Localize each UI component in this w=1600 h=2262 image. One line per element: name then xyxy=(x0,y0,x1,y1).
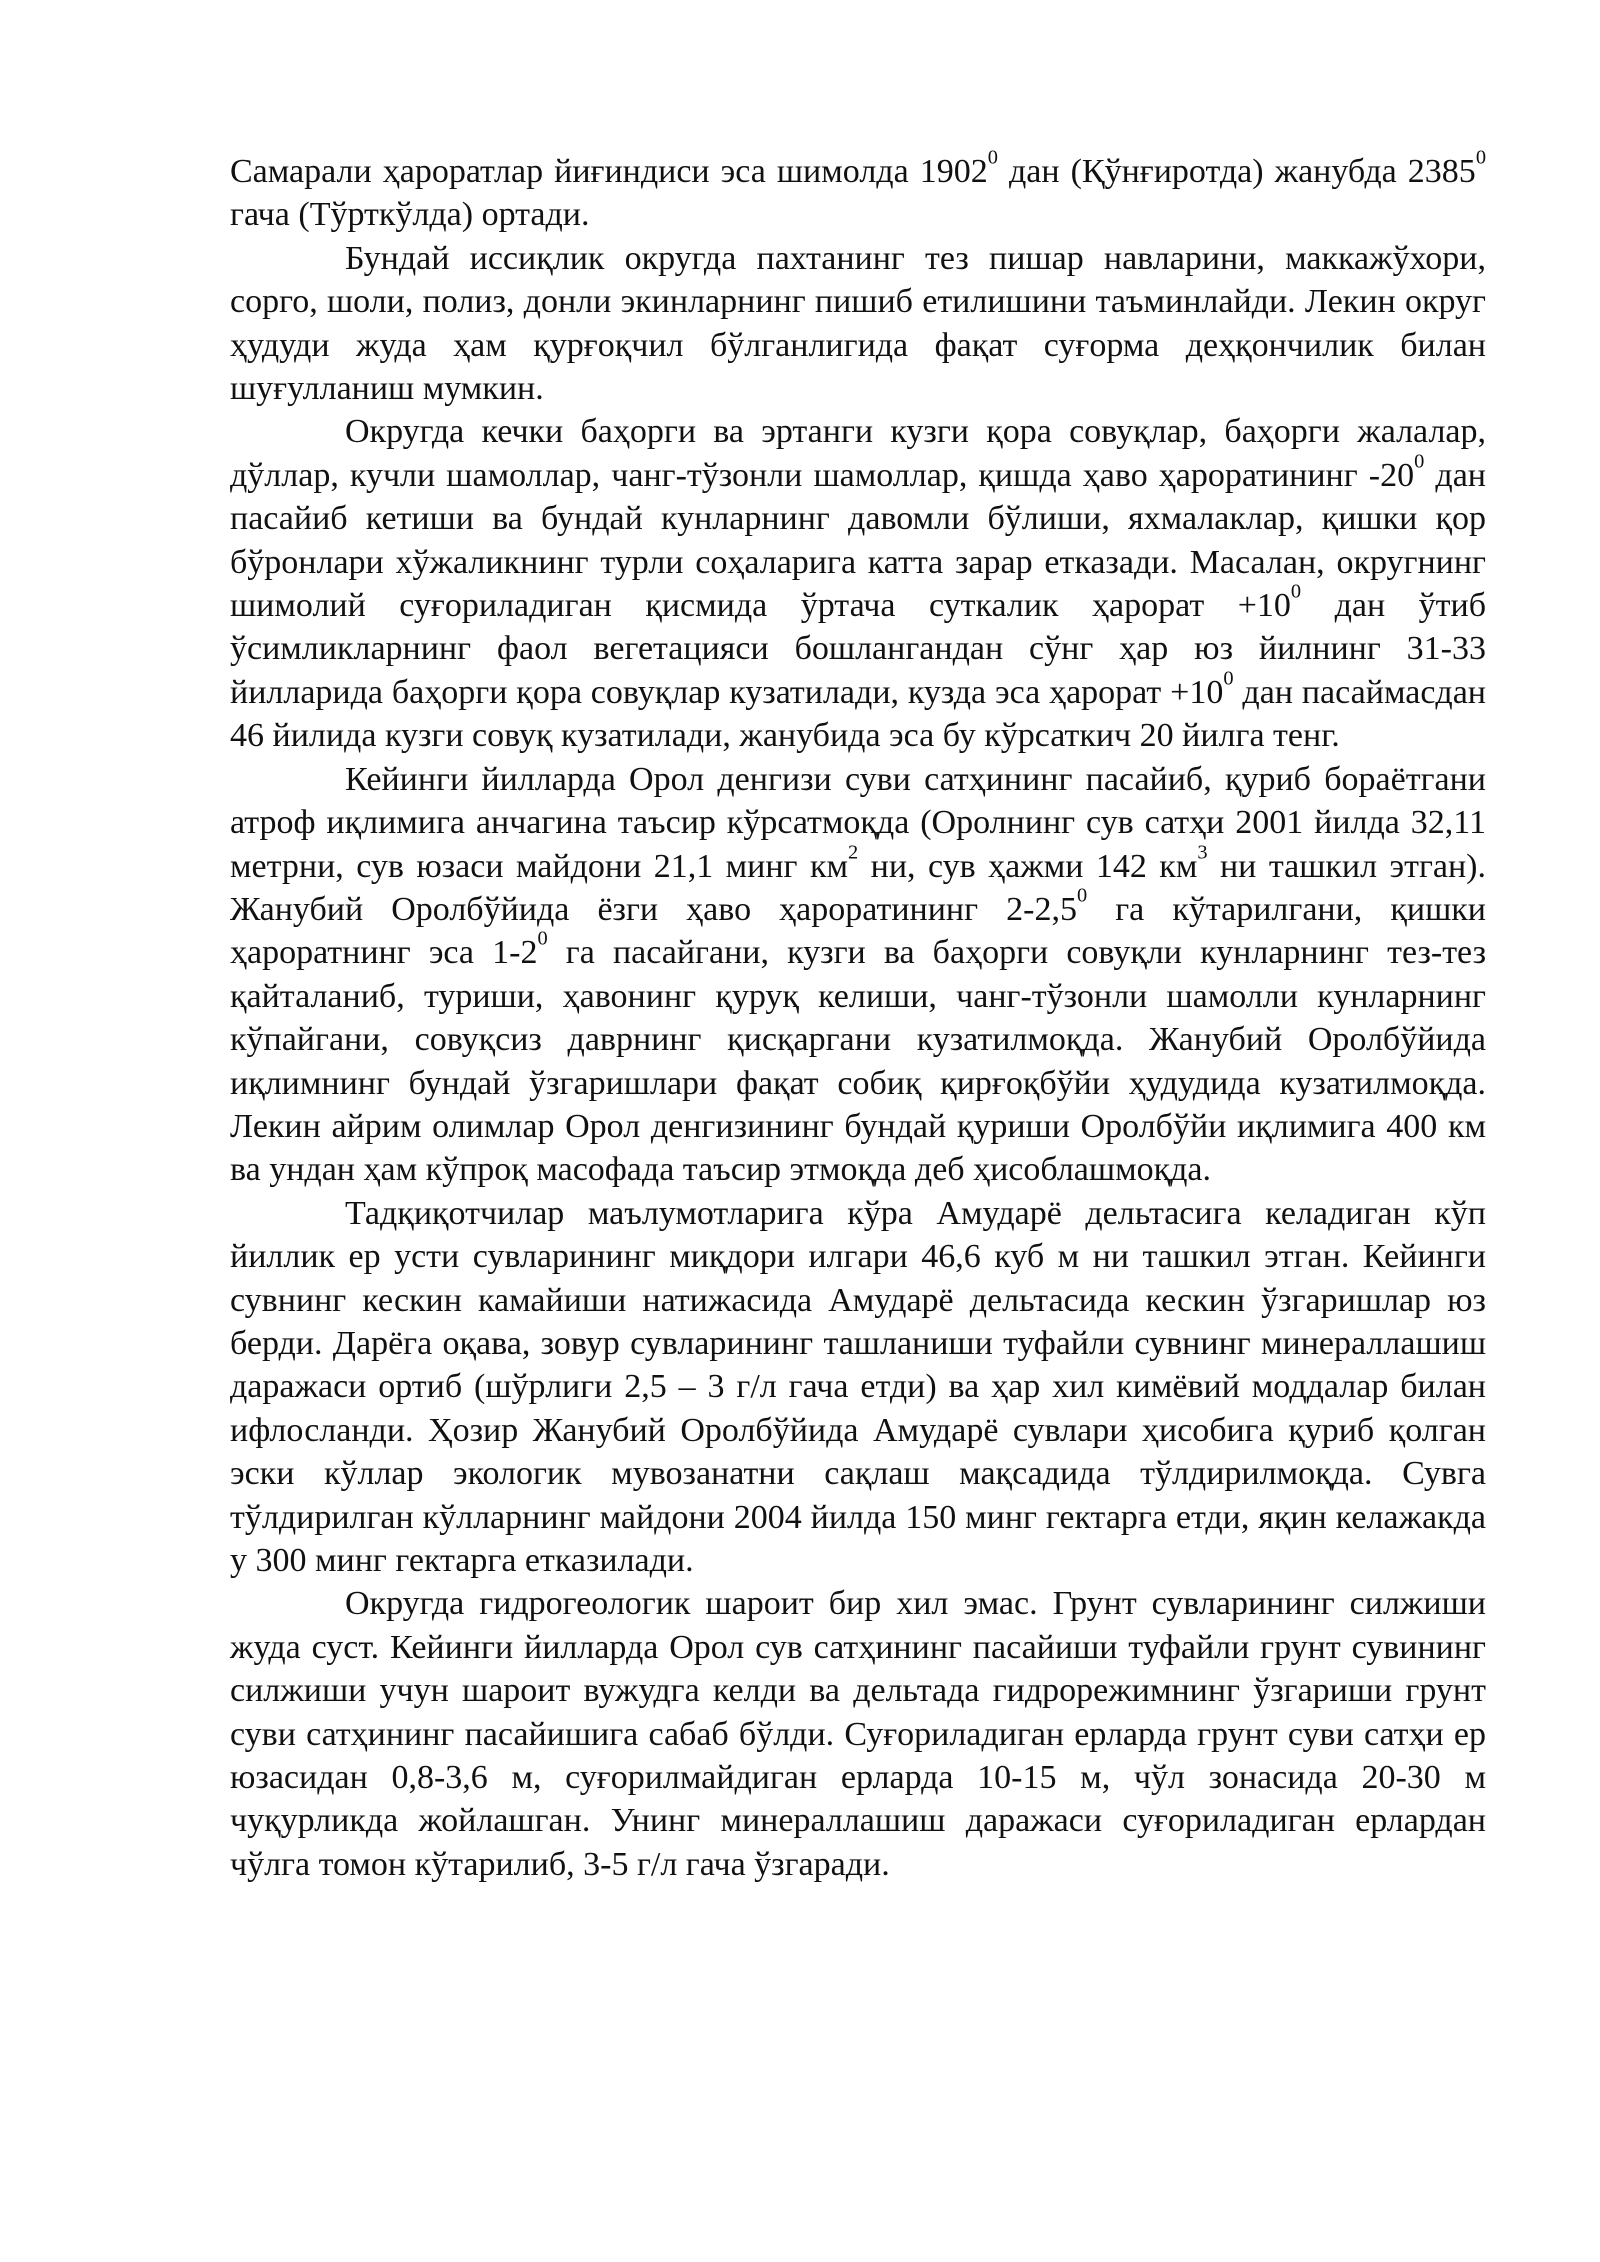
text-run: га кўтарилгани, қишки ҳароратнинг эса 1-2 xyxy=(230,890,1486,972)
text-run: дан пасайиб кетиши ва бундай кунларнинг давомли бўлиши, яхмалаклар, қишки қор бўронлари хўжаликнинг турли соҳаларига катта зарар етказади. Масалан, округнинг шимолий суғориладиган қисмида ўртача суткалик ҳарорат +10 xyxy=(230,456,1486,625)
text-run: Самарали ҳароратлар йиғиндиси эса шимолда 1902 xyxy=(230,153,988,190)
text-run: Округда кечки баҳорги ва эртанги кузги қора совуқлар, баҳорги жалалар, дўллар, кучли шамоллар, чанг-тўзонли шамоллар, қишда ҳаво ҳароратининг -20 xyxy=(230,413,1486,494)
paragraph-p2 xyxy=(230,237,1486,411)
paragraph-p5 xyxy=(230,1192,1486,1583)
superscript: 3 xyxy=(1197,841,1208,864)
text-run: ни, сув ҳажми 142 км xyxy=(858,847,1198,885)
superscript: 0 xyxy=(987,146,998,169)
text-run: ни ташкил этган). Жанубий Оролбўйида ёзги ҳаво ҳароратининг 2-2,5 xyxy=(230,847,1487,928)
superscript: 0 xyxy=(1076,884,1088,907)
superscript: 0 xyxy=(1290,580,1302,603)
superscript: 0 xyxy=(1414,450,1425,473)
superscript: 0 xyxy=(1223,667,1234,690)
text-run: Тадқиқотчилар маълумотларига кўра Амударё дельтасига келадиган кўп йиллик ер усти сувларининг миқдори илгари 46,6 куб м ни ташкил этган. Кейинги сувнинг кескин камайиши натижасида Амударё дельтасида кескин ўзгаришлар юз берди. Дарёга оқава, зовур сувларининг ташланиши туфайли сувнинг минераллашиш даражаси ортиб (шўрлиги 2,5 – 3 г/л гача етди) ва ҳар хил кимёвий моддалар билан ифлосланди. Ҳозир Жанубий Оролбўйида Амударё сувлари ҳисобига қуриб қолган эски кўллар экологик мувозанатни сақлаш мақсадида тўлдирилмоқда. Сувга тўлдирилган кўлларнинг майдони 2004 йилда 150 минг гектарга етди, яқин келажакда у 300 минг гектарга етказилади. xyxy=(230,1194,1486,1579)
text-run: Бундай иссиқлик округда пахтанинг тез пишар навларини, маккажўхори, сорго, шоли, полиз, донли экинларнинг пишиб етилишини таъминлайди. Лекин округ ҳудуди жуда ҳам қурғоқчил бўлганлигида фақат суғорма деҳқончилик билан шуғулланиш мумкин. xyxy=(230,239,1486,408)
text-run: дан ўтиб ўсимликларнинг фаол вегетацияси бошлангандан сўнг ҳар юз йилнинг 31-33 йилларида баҳорги қора совуқлар кузатилади, кузда эса ҳарорат +10 xyxy=(230,587,1486,711)
text-run: Округда гидрогеологик шароит бир хил эмас. Грунт сувларининг силжиши жуда суст. Кейинги йилларда Орол сув сатҳининг пасайиши туфайли грунт сувининг силжиши учун шароит вужудга келди ва дельтада гидрорежимнинг ўзгариши грунт суви сатҳининг пасайишига сабаб бўлди. Суғориладиган ерларда грунт суви сатҳи ер юзасидан 0,8-3,6 м, суғорилмайдиган ерларда 10-15 м, чўл зонасида 20-30 м чуқурликда жойлашган. Унинг минераллашиш даражаси суғориладиган ерлардан чўлга томон кўтарилиб, 3-5 г/л гача ўзгаради. xyxy=(230,1585,1486,1883)
superscript: 2 xyxy=(848,841,859,864)
superscript: 0 xyxy=(1475,146,1487,169)
text-run: дан (Қўнғиротда) жанубда 2385 xyxy=(997,153,1476,190)
paragraph-p6 xyxy=(230,1582,1486,1886)
text-run: дан пасаймасдан 46 йилида кузги совуқ кузатилади, жанубида эса бу кўрсаткич 20 йилга тенг. xyxy=(230,673,1486,755)
document-page xyxy=(230,146,1487,1886)
paragraph-p3 xyxy=(230,410,1486,757)
superscript: 0 xyxy=(537,927,548,950)
text-run: Кейинги йилларда Орол денгизи суви сатҳининг пасайиб, қуриб бораётгани атроф иқлимига анчагина таъсир кўрсатмоқда (Оролнинг сув сатҳи 2001 йилда 32,11 метрни, сув юзаси майдони 21,1 минг км xyxy=(230,760,1486,885)
text-run: гача (Тўрткўлда) ортади. xyxy=(230,196,590,234)
paragraph-p4 xyxy=(230,758,1486,1192)
text-run: га пасайгани, кузги ва баҳорги совуқли кунларнинг тез-тез қайталаниб, туриши, ҳавонинг қуруқ келиши, чанг-тўзонли шамолли кунларнинг кўпайгани, совуқсиз даврнинг қисқаргани кузатилмоқда. Жанубий Оролбўйида иқлимнинг бундай ўзгаришлари фақат собиқ қирғоқбўйи ҳудудида кузатилмоқда. Лекин айрим олимлар Орол денгизининг бундай қуриши Оролбўйи иқлимига 400 км ва ундан ҳам кўпроқ масофада таъсир этмоқда деб ҳисоблашмоқда. xyxy=(230,934,1486,1189)
paragraph-p1 xyxy=(230,146,1487,237)
